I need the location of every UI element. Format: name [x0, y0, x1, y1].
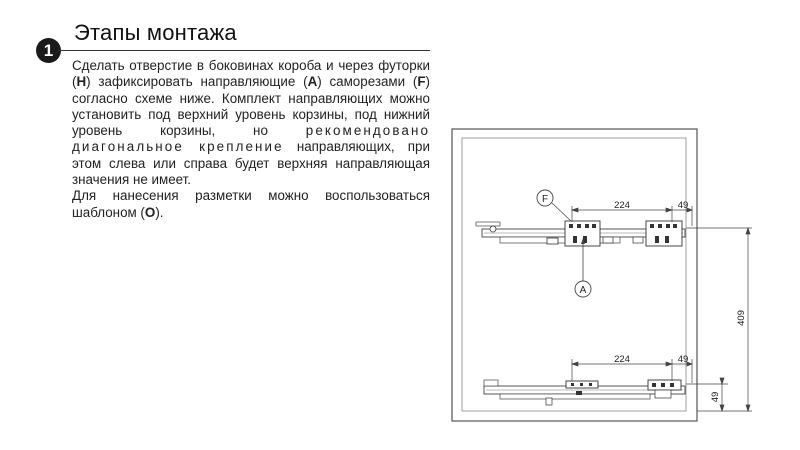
instruction-paragraph-2: Для нанесения разметки можно воспользоваться шаблоном (O).: [72, 188, 430, 220]
instruction-paragraph-1: Сделать отверстие в боковинах короба и через футорки (H) зафиксировать направляющие (A) саморезами (F) согласно схеме ниже. Комплект направляющих можно установить под верхний уровень корзины, под нижний уровень корзины, но рекомендовано диагональное крепление направляющих, при этом слева или справа будет верхняя направляющая значения не имеет.: [72, 58, 430, 188]
bottom-runner-assembly: [484, 380, 685, 405]
bottom-offset-vertical-dimension: 49: [710, 391, 721, 403]
callout-a-label: A: [579, 285, 587, 296]
step-number-badge: 1: [36, 38, 61, 63]
bottom-offset-dimension: 49: [677, 354, 689, 365]
cabinet-outer-frame: [452, 129, 697, 421]
top-offset-dimension: 49: [677, 200, 689, 211]
callout-f-label: F: [541, 194, 549, 205]
height-dimension: 409: [736, 310, 747, 326]
page-title: Этапы монтажа: [74, 20, 237, 45]
bottom-spacing-dimension: 224: [614, 354, 630, 365]
cabinet-inner-frame: [462, 138, 686, 411]
top-runner-assembly: [476, 221, 685, 246]
top-spacing-dimension: 224: [614, 200, 630, 211]
bottom-dimension-lines: [572, 359, 692, 383]
callout-f-leader: [552, 203, 571, 221]
